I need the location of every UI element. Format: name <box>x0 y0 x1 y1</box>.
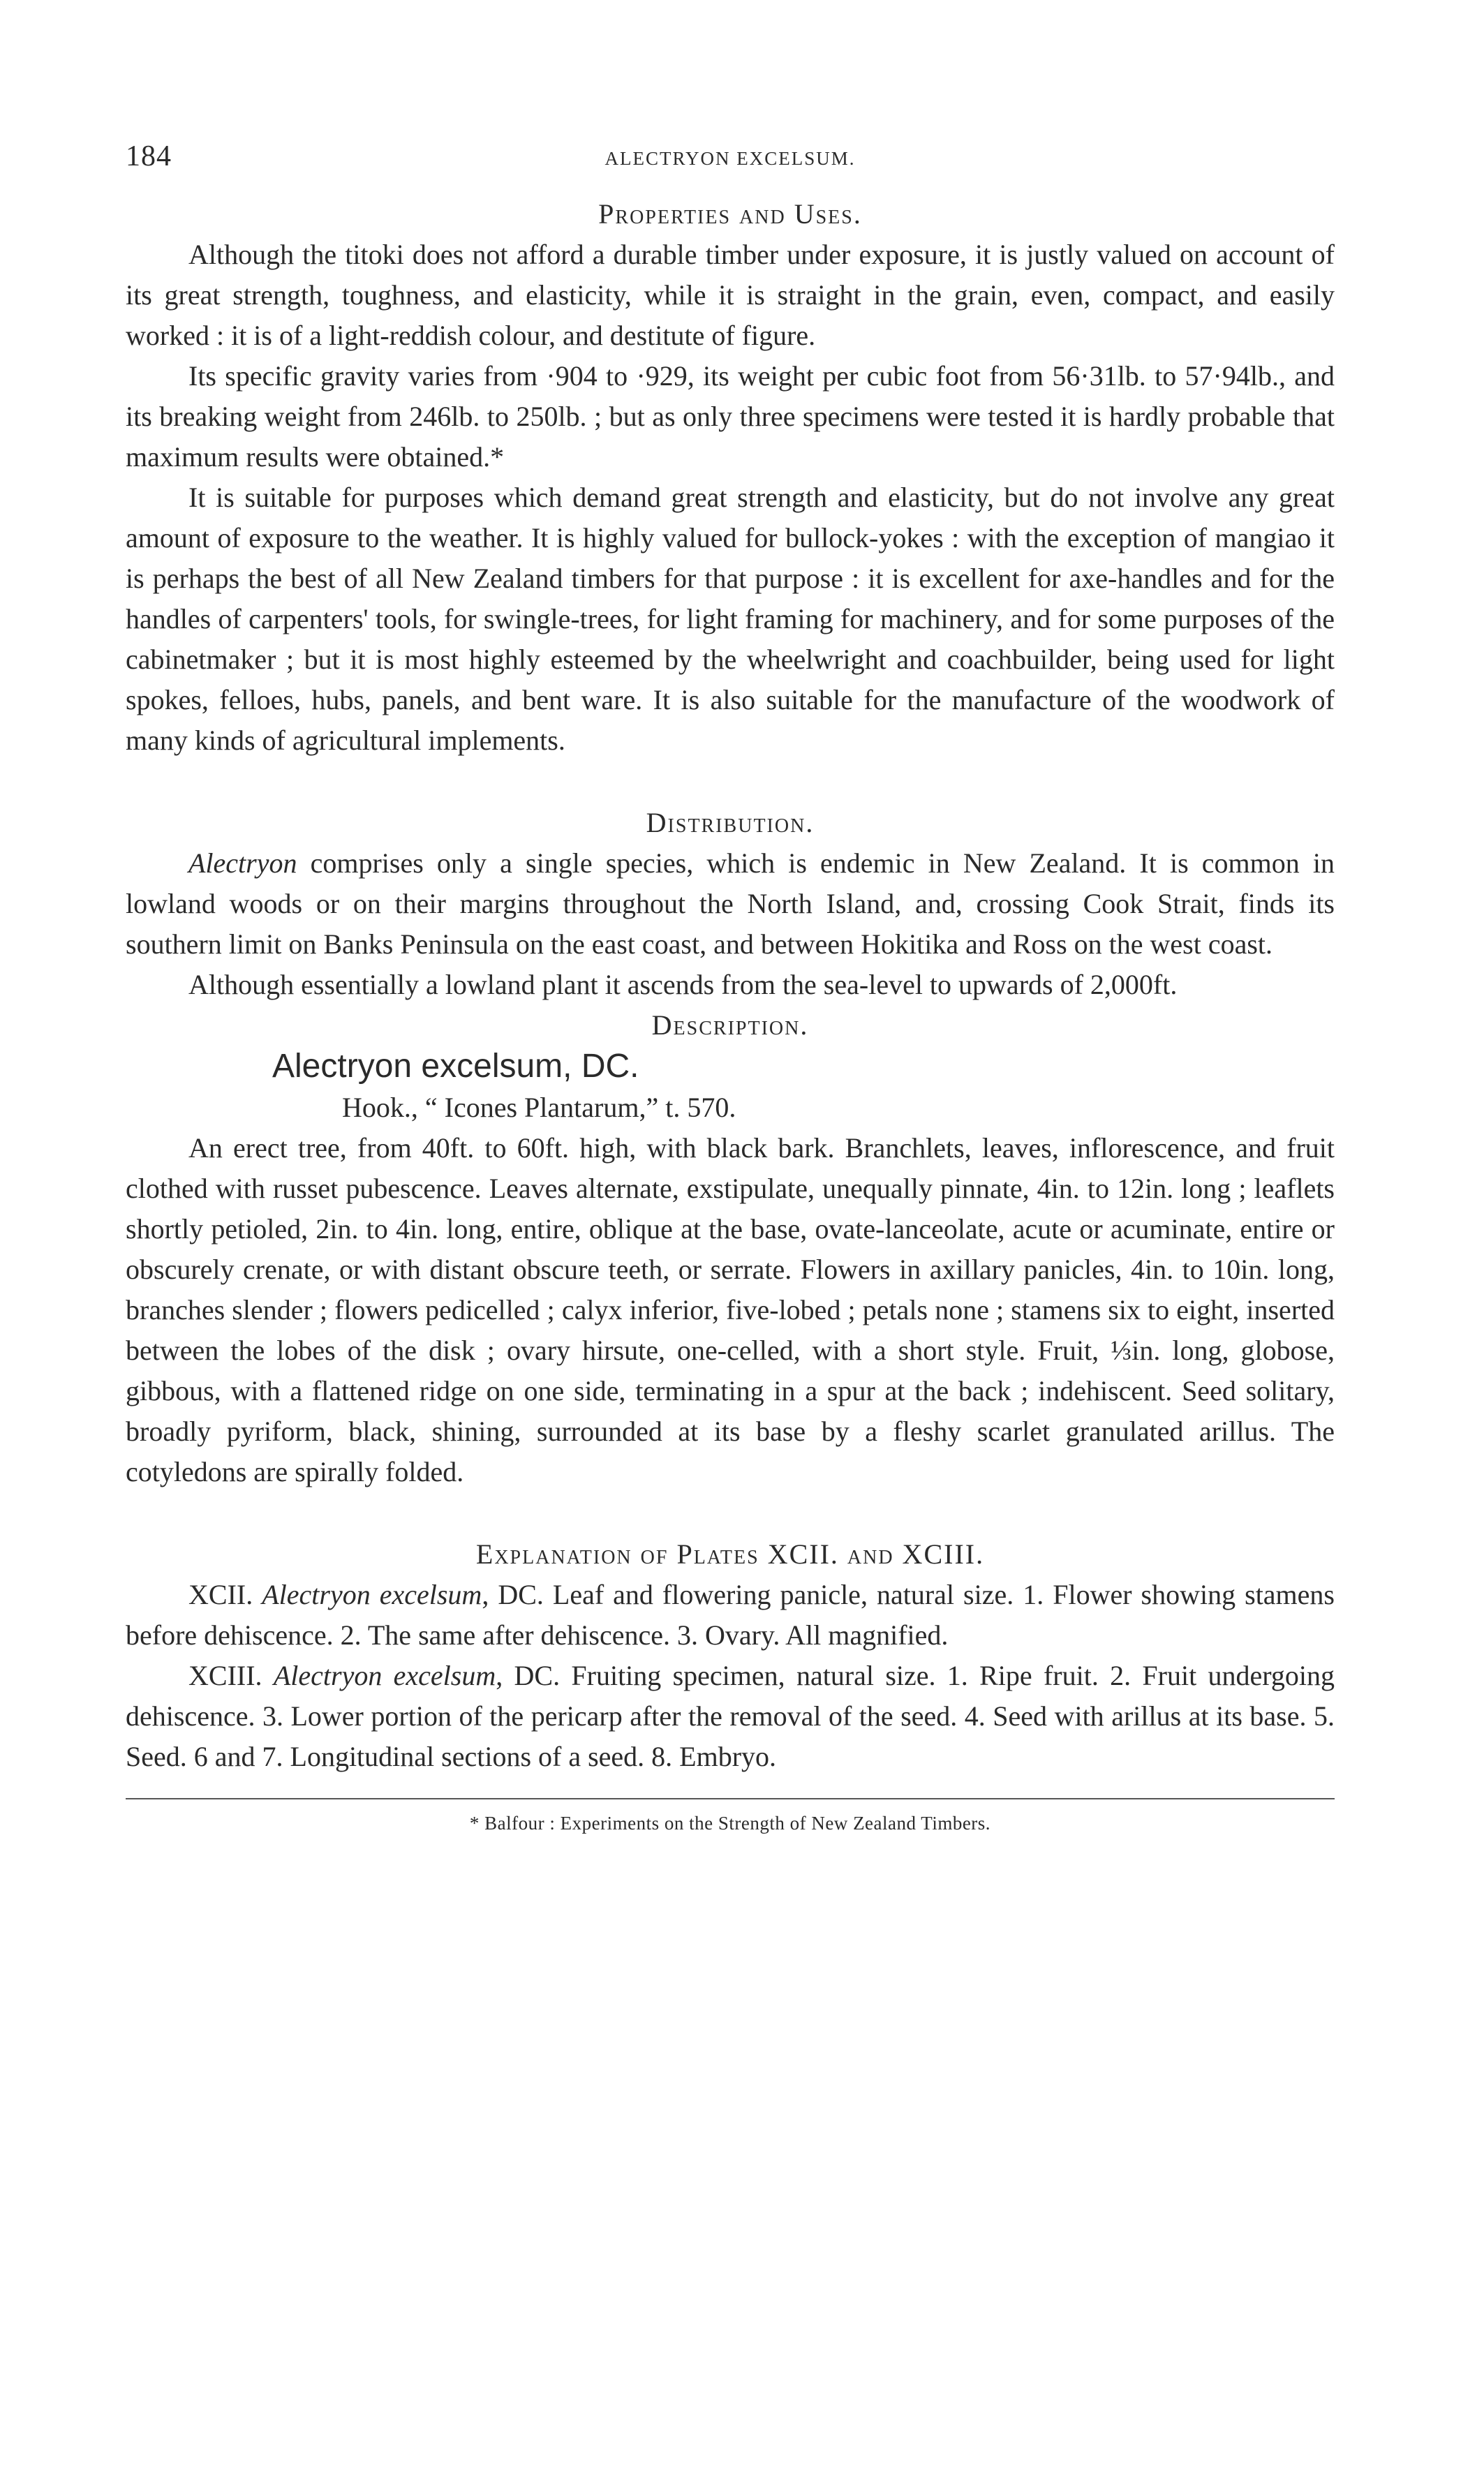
running-head <box>126 140 1335 181</box>
properties-paragraph-1: Although the titoki does not afford a durable timber under exposure, it is justly valued on account of its great strength, toughness, and elasticity, while it is straight in the grain, even, compact, and easily worked : it is of a light-reddish colour, and destitute of figure. <box>126 239 1335 351</box>
distribution-paragraph-1-text: comprises only a single species, which is endemic in New Zealand. It is common in lowland woods or on their margins throughout the North Island, and, crossing Cook Strait, finds its southern limit on Banks Peninsula on the east coast, and between Hokitika and Ross on the west coast. <box>126 847 1335 960</box>
distribution-heading: Distribution. <box>646 807 815 838</box>
description-paragraph: An erect tree, from 40ft. to 60ft. high, with black bark. Branchlets, leaves, inflorescence, and fruit clothed with russet pubescence. Leaves alternate, exstipulate, unequally pinnate, 4in. to 12in. long ; leaflets shortly petioled, 2in. to 4in. long, entire, oblique at the base, ovate-lanceolate, acute or acuminate, entire or obscurely crenate, or with distant obscure teeth, or serrate. Flowers in axillary panicles, 4in. to 10in. long, branches slender ; flowers pedicelled ; calyx inferior, five-lobed ; petals none ; stamens six to eight, inserted between the lobes of the disk ; ovary hirsute, one-celled, with a short style. Fruit, ⅓in. long, globose, gibbous, with a flattened ridge on one side, terminating in a spur at the back ; indehiscent. Seed solitary, broadly pyriform, black, shining, surrounded at its base by a fleshy scarlet granulated arillus. The cotyledons are spirally folded. <box>126 1132 1335 1487</box>
running-title: ALECTRYON EXCELSUM. <box>604 148 856 169</box>
plate-xcii-species: Alectryon excelsum <box>262 1579 482 1610</box>
page-number: 184 <box>126 140 172 172</box>
genus-name: Alectryon <box>188 847 297 879</box>
species-name: Alectryon excelsum, DC. <box>272 1048 639 1085</box>
plate-xciii-text: , DC. Fruiting specimen, natural size. 1. Ripe fruit. 2. Fruit undergoing dehiscence. 3. Lower portion of the pericarp after the removal of the seed. 4. Seed with arillus at its base. 5. Seed. 6 and 7. Longitudinal sections of a seed. 8. Embryo. <box>126 1660 1335 1772</box>
properties-paragraph-3: It is suitable for purposes which demand great strength and elasticity, but do not involve any great amount of exposure to the weather. It is highly valued for bullock-yokes : with the exception of mangiao it is perhaps the best of all New Zealand timbers for that purpose : it is excellent for axe-handles and for the handles of carpenters' tools, for swingle-trees, for light framing for machinery, and for some purposes of the cabinetmaker ; but it is most highly esteemed by the wheelwright and coachbuilder, being used for light spokes, felloes, hubs, panels, and bent ware. It is also suitable for the manufacture of the woodwork of many kinds of agricultural implements. <box>126 482 1335 756</box>
book-page <box>126 140 1335 1839</box>
plate-xciii-species: Alectryon excelsum <box>273 1660 496 1691</box>
footnote: * Balfour : Experiments on the Strength of New Zealand Timbers. <box>469 1813 991 1834</box>
plate-xciii-paragraph <box>126 1656 1335 1777</box>
plate-xcii-label: XCII. <box>188 1579 262 1610</box>
species-authority: Hook., “ Icones Plantarum,” t. 570. <box>342 1092 736 1123</box>
plate-xciii-label: XCIII. <box>188 1660 274 1691</box>
description-heading: Description. <box>651 1009 809 1041</box>
distribution-paragraph-2: Although essentially a lowland plant it ascends from the sea-level to upwards of 2,000ft. <box>188 969 1178 1000</box>
footnote-rule <box>126 1798 1335 1799</box>
plate-xcii-paragraph <box>126 1575 1335 1656</box>
properties-paragraph-2: Its specific gravity varies from ·904 to ·929, its weight per cubic foot from 56·31lb. to 57·94lb., and its breaking weight from 246lb. to 250lb. ; but as only three specimens were tested it is hardly probable that maximum results were obtained.* <box>126 360 1335 473</box>
plate-xcii-text: , DC. Leaf and flowering panicle, natural size. 1. Flower showing stamens before dehiscence. 2. The same after dehiscence. 3. Ovary. All magnified. <box>126 1579 1335 1651</box>
plates-heading: Explanation of Plates XCII. and XCIII. <box>475 1538 985 1570</box>
distribution-paragraph-1 <box>126 843 1335 965</box>
properties-heading: Properties and Uses. <box>598 198 862 230</box>
